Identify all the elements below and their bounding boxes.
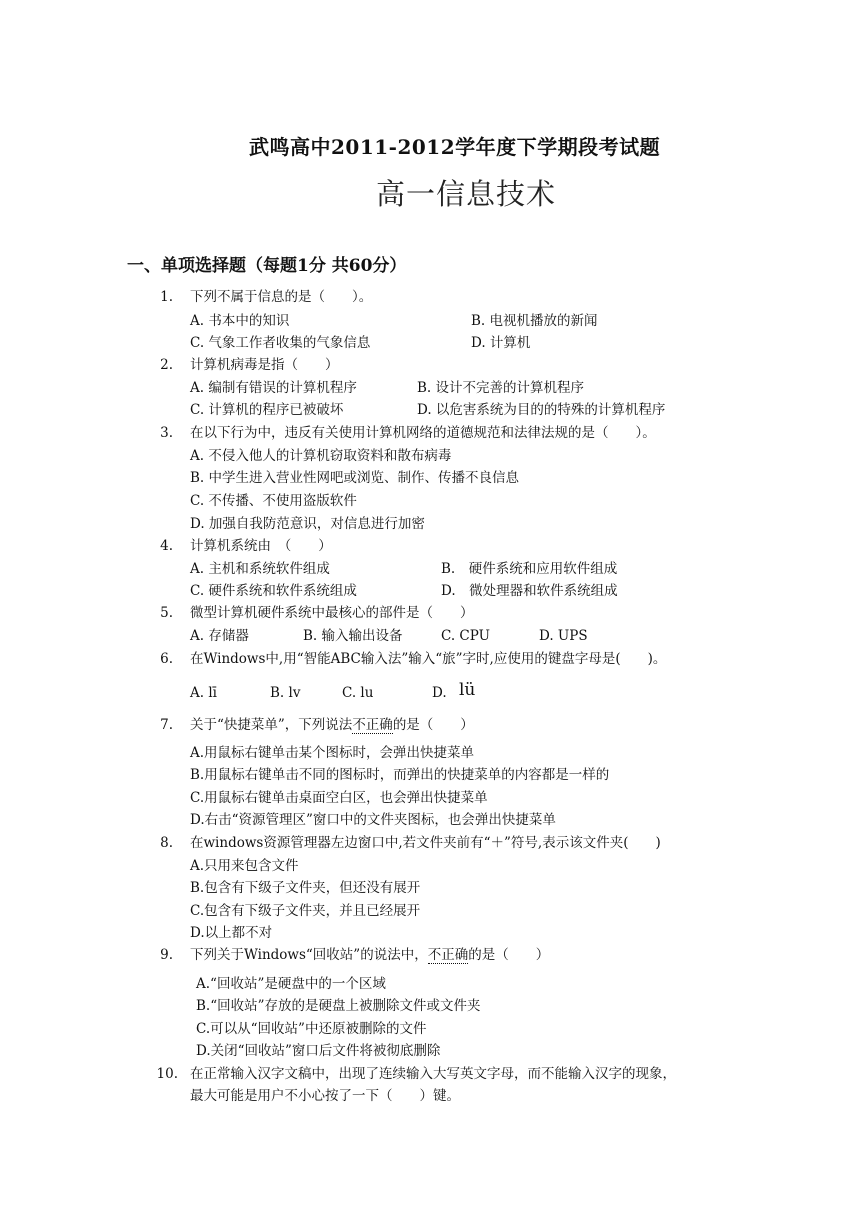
option: D. 以危害系统为目的的特殊的计算机程序 <box>417 402 666 418</box>
question-text <box>190 946 549 964</box>
option: B. 设计不完善的计算机程序 <box>417 380 585 396</box>
option: B. 中学生进入营业性网吧或浏览、制作、传播不良信息 <box>190 470 520 486</box>
option: C.包含有下级子文件夹，并且已经展开 <box>190 903 421 919</box>
option: B. 电视机播放的新闻 <box>471 313 598 329</box>
option: D.以上都不对 <box>190 925 273 941</box>
option: D. 计算机 <box>471 335 531 351</box>
question-number: 2. <box>160 357 173 373</box>
option: B.“回收站”存放的是硬盘上被删除文件或文件夹 <box>196 998 481 1014</box>
option: C. 硬件系统和软件系统组成 <box>190 583 357 599</box>
question-text-before: 下列关于Windows“回收站”的说法中， <box>190 947 428 963</box>
option: A. 不侵入他人的计算机窃取资料和散布病毒 <box>190 448 452 464</box>
option: D. 微处理器和软件系统组成 <box>441 583 618 599</box>
option: A. 书本中的知识 <box>190 313 290 329</box>
option: A.用鼠标右键单击某个图标时，会弹出快捷菜单 <box>190 745 475 761</box>
exam-title: 武鸣高中2011-2012学年度下学期段考试题 <box>249 135 661 159</box>
question-text <box>190 716 474 734</box>
option: C. 气象工作者收集的气象信息 <box>190 335 371 351</box>
question-text-after: 的是（ ） <box>392 717 474 733</box>
question-number: 6. <box>160 651 173 667</box>
question-text: 在正常输入汉字文稿中，出现了连续输入大写英文字母，而不能输入汉字的现象， <box>190 1066 676 1082</box>
option: D. 加强自我防范意识，对信息进行加密 <box>190 516 425 532</box>
question-text: 下列不属于信息的是（ ）。 <box>190 289 373 305</box>
option: D.关闭“回收站”窗口后文件将被彻底删除 <box>196 1043 441 1059</box>
question-text: 计算机系统由 （ ） <box>190 538 332 554</box>
option: C.可以从“回收站”中还原被删除的文件 <box>196 1021 427 1037</box>
option: B.用鼠标右键单击不同的图标时，而弹出的快捷菜单的内容都是一样的 <box>190 767 610 783</box>
question-text: 计算机病毒是指（ ） <box>190 357 339 373</box>
option: B. lv <box>270 685 301 701</box>
question-text: 微型计算机硬件系统中最核心的部件是（ ） <box>190 605 474 621</box>
option: A.只用来包含文件 <box>190 858 299 874</box>
option: C.用鼠标右键单击桌面空白区，也会弹出快捷菜单 <box>190 790 488 806</box>
emphasis-not-correct: 不正确 <box>352 717 393 733</box>
question-number: 7. <box>160 717 173 733</box>
question-number: 3. <box>160 425 173 441</box>
question-number: 1. <box>160 289 173 305</box>
section-heading: 一、单项选择题（每题1分 共60分） <box>127 256 407 276</box>
question-text: 在windows资源管理器左边窗口中,若文件夹前有“＋”符号,表示该文件夹( ) <box>190 835 661 851</box>
option: A. 存储器 <box>190 628 249 644</box>
question-text: 在以下行为中，违反有关使用计算机网络的道德规范和法律法规的是（ ）。 <box>190 425 656 441</box>
option: A.“回收站”是硬盘中的一个区域 <box>196 976 386 992</box>
option: A. lī <box>190 685 217 701</box>
question-number: 4. <box>160 538 173 554</box>
subject-title: 高一信息技术 <box>376 177 557 211</box>
option: C. CPU <box>441 628 490 644</box>
question-number: 5. <box>160 605 173 621</box>
option: B. 硬件系统和应用软件组成 <box>441 561 618 577</box>
question-number: 8. <box>160 835 173 851</box>
option-value: lü <box>459 680 476 700</box>
question-text-after: 的是（ ） <box>468 947 550 963</box>
question-number: 9. <box>160 947 173 963</box>
question-text-before: 关于“快捷菜单”，下列说法 <box>190 717 353 733</box>
emphasis-not-correct: 不正确 <box>427 947 469 963</box>
question-text-continued: 最大可能是用户不小心按了一下（ ）键。 <box>190 1088 460 1104</box>
option: D.右击“资源管理区”窗口中的文件夹图标，也会弹出快捷菜单 <box>190 812 556 828</box>
option: C. lu <box>342 685 374 701</box>
option: D. UPS <box>539 628 588 644</box>
option: A. 编制有错误的计算机程序 <box>190 380 357 396</box>
option: B. 输入输出设备 <box>303 628 403 644</box>
question-number: 10. <box>156 1066 178 1082</box>
option: A. 主机和系统软件组成 <box>190 561 330 577</box>
question-text: 在Windows中,用“智能ABC输入法”输入“旅”字时,应使用的键盘字母是( )。 <box>190 651 667 667</box>
option: C. 不传播、不使用盗版软件 <box>190 493 357 509</box>
option: B.包含有下级子文件夹，但还没有展开 <box>190 880 421 896</box>
option: C. 计算机的程序已被破坏 <box>190 402 344 418</box>
option: D. <box>432 685 447 701</box>
